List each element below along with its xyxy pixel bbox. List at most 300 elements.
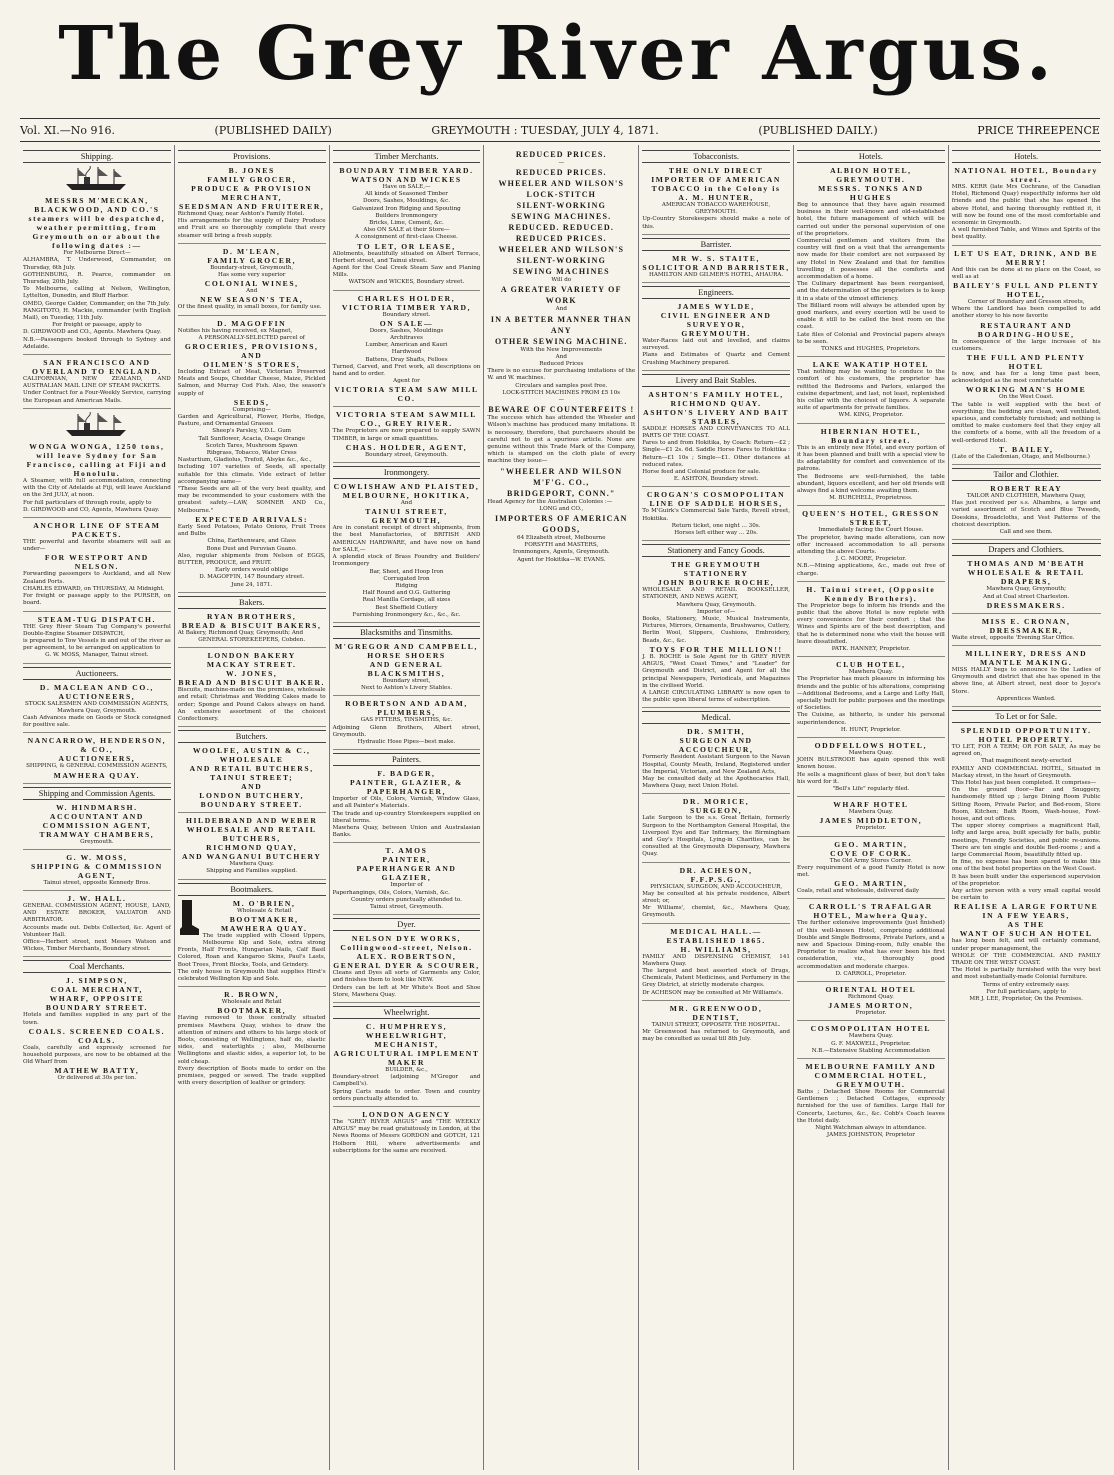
ad-line: May be consulted at his private residence, Albert street; or, xyxy=(642,890,790,904)
ad-line: E. ASHTON, Boundary street. xyxy=(673,476,759,483)
ad-heading: WATSON AND WICKES xyxy=(351,175,462,184)
advertisement xyxy=(23,166,171,355)
ad-line: Best Sheffield Cutlery xyxy=(375,604,438,611)
ad-heading: TAINUI STREET; xyxy=(210,773,294,783)
ad-line: Ridging xyxy=(395,582,418,589)
ad-line: BUILDER, &c., xyxy=(385,1066,428,1073)
advertisement xyxy=(333,934,481,1003)
advertisement xyxy=(952,559,1101,613)
ad-heading: AGRICULTURAL IMPLEMENT MAKER xyxy=(333,1048,480,1067)
ad-line: Mawhera Quay, Greymouth; xyxy=(986,586,1067,593)
advertisement xyxy=(797,585,945,657)
ad-heading: REALISE A LARGE FORTUNE xyxy=(954,902,1099,912)
ad-heading: COLONIAL WINES, xyxy=(204,279,299,289)
ad-line: Accounts made out. Debts Collected, &c. Agent of Volunteer Hall. xyxy=(23,924,171,938)
ad-line: Mawhera Quay. xyxy=(848,809,894,816)
ad-heading: CIVIL ENGINEER AND SURVEYOR, xyxy=(660,311,772,330)
ad-heading: IN A BETTER MANNER THAN ANY xyxy=(490,314,632,335)
ad-heading: CLUB HOTEL, xyxy=(836,660,906,670)
ad-line: In consequence of the large increase of his customers. xyxy=(951,338,1101,352)
ad-line: MR J. LEE, Proprietor, On the Premises. xyxy=(969,996,1083,1003)
advertisement xyxy=(23,358,171,409)
ad-line: The Culinary department has been reorganised, and the determination of the proprietors is to keep it in a state of the utmost efficiency. xyxy=(796,281,945,302)
ad-heading: SILENT-WORKING xyxy=(516,201,606,211)
ad-heading: LAKE WAKATIP HOTEL xyxy=(812,360,930,370)
ad-heading: PAINTER, GLAZIER, & PAPERHANGER, xyxy=(350,778,463,797)
section-heading: Painters. xyxy=(333,753,481,766)
ad-heading: BRIDGEPORT, CONN." xyxy=(507,488,616,498)
ad-line: The success which has attended the Wheeler and Wilson's machine has produced many imitations. It is necessary, therefore, that purchasers should be careful not to get a spurious article. None are genuine without this Trade Mark of the Company, which is stamped on the cloth plate of every machine they issue— xyxy=(487,415,636,465)
ad-heading: BOOTMAKER, xyxy=(217,1006,287,1016)
ad-heading: GEO. MARTIN, xyxy=(834,879,908,889)
ad-heading: BREAD & BISCUIT BAKERS, xyxy=(181,620,322,630)
ad-heading: LET US EAT, DRINK, AND BE MERRY! xyxy=(954,248,1099,267)
advertisement xyxy=(642,302,790,371)
column-7 xyxy=(949,145,1104,1470)
ad-line: Next to Ashton's Livery Stables. xyxy=(360,685,452,692)
ad-line: The Old Army Stores Corner. xyxy=(829,857,913,864)
ad-line: Will do xyxy=(551,277,572,284)
ad-heading: HORSE SHOERS xyxy=(367,650,446,660)
advertisement xyxy=(642,797,790,862)
ad-line: D. CARROLL, Proprietor. xyxy=(835,970,907,977)
advertisement xyxy=(178,816,326,879)
ad-heading: T. BAILEY, xyxy=(998,444,1054,454)
ad-line: TAILOR AND CLOTHIER, Mawhera Quay, xyxy=(966,493,1086,500)
advertisement xyxy=(178,899,326,988)
published-daily-left: (PUBLISHED DAILY) xyxy=(214,123,332,137)
section-heading: Tailor and Clothier. xyxy=(952,468,1101,481)
ad-heading: "WHEELER AND WILSON M'F'G. CO., xyxy=(500,466,623,487)
column-5 xyxy=(639,145,794,1470)
ad-line: Plans and Estimates of Quartz and Cement Crushing Machinery prepared. xyxy=(642,352,790,366)
ad-line: Are in constant receipt of direct shipments, from the best Manufactories, of BRITISH AND AMERICAN HARDWARE, and have now on hand for SALE,— xyxy=(332,525,481,553)
ad-heading: AND RETAIL BUTCHERS, xyxy=(189,764,314,774)
ad-line: CHARLES EDWARD, on THURSDAY, At Midnight. xyxy=(23,585,165,592)
ad-line: Cleans and Dyes all sorts of Garments any Color, and finishes them to look like NEW. xyxy=(332,970,481,984)
advertisement xyxy=(642,727,790,794)
ad-line: G. F. MAXWELL, Proprietor. xyxy=(831,1040,911,1047)
ad-line: The largest and best assorted stock of Drugs, Chemicals, Patent Medicines, and Perfumery in the Grey District, at strictly moderate charges. xyxy=(642,967,790,989)
ad-heading: C. HUMPHREYS, xyxy=(365,1021,448,1031)
section-heading: Stationery and Fancy Goods. xyxy=(642,544,790,557)
ad-heading: FAMILY GROCER, xyxy=(207,255,297,265)
ad-line: Boundary-street, Greymouth, xyxy=(210,264,294,271)
ad-line: Where the Landlord has been compelled to add another storey to his now favorite xyxy=(951,306,1101,320)
ad-heading: R. BROWN, xyxy=(224,990,280,1000)
ad-line: The Proprietor begs to inform his friends and the public that the above Hotel is now replete with every convenience for their comfort ; that the Wines and Spirits are of the best description, and that he is determined none who visit the house will leave dissatisfied. xyxy=(796,602,945,645)
advertisement xyxy=(487,149,635,567)
ad-heading: AND WANGANUI BUTCHERY xyxy=(181,852,322,862)
dateline: GREYMOUTH : TUESDAY, JULY 4, 1871. xyxy=(431,123,659,137)
ad-line: Spring Carts made to order. Town and country orders punctually attended to. xyxy=(332,1088,481,1102)
newspaper-title: The Grey River Argus. xyxy=(58,11,1056,97)
ad-heading: J. SIMPSON, xyxy=(66,976,128,986)
ad-heading: PAPERHANGER AND GLAZIER, xyxy=(356,864,457,883)
ad-heading: W. JONES, xyxy=(225,669,278,679)
ad-heading: GEO. MARTIN, xyxy=(834,839,908,849)
published-daily-right: (PUBLISHED DAILY.) xyxy=(758,123,878,137)
ad-line: "These Seeds are all of the very best quality, and may be recommended to your customers with the greatest safety.—LAW, SOMNER AND Co., Melbourne." xyxy=(177,486,326,514)
ad-heading: BOOTMAKER, xyxy=(229,914,299,924)
ad-heading: J. W. HALL. xyxy=(67,893,127,903)
ad-line: The trade supplied with Closed Uppers, Melbourne Kip and Sole, extra strong Fronts, Half Fronts, Hungarian Nails, Calf Basil Colored, Roan and Kangaroo Skins, Paul's Lasts, Boot Trees, Front Blocks, Tools, and Grindery. xyxy=(177,932,326,968)
ad-line: LONG and CO., xyxy=(539,505,584,512)
ad-heading: AS THE xyxy=(1007,920,1045,930)
ad-line: Tall Sunflower, Acacia, Osage Orange xyxy=(198,435,306,442)
advertisement xyxy=(178,746,326,813)
ad-heading: T. AMOS xyxy=(385,846,428,856)
ad-heading: WHOLESALE AND RETAIL BUTCHERS, xyxy=(186,825,317,844)
section-heading: Hotels. xyxy=(952,150,1101,163)
advertisement xyxy=(797,741,945,797)
ad-line: The further extensive improvements (just finished) of this well-known Hotel, comprising additional Double and Single Bedrooms, Private Parlors, and a new and Spacious Dining-room, fully enable the Proprietor to realize what has ever been his first consideration, viz., thoroughly good accommodation and moderate charges. xyxy=(796,920,945,970)
ad-heading: SURGEON, xyxy=(689,806,743,816)
ad-heading: WHOLESALE xyxy=(219,755,284,765)
ad-line: Mawhera Quay. xyxy=(848,1033,894,1040)
ad-heading: REDUCED PRICES. xyxy=(515,168,607,178)
ad-heading: WHARF, OPPOSITE BOUNDARY STREET. xyxy=(45,994,148,1013)
ad-heading: LONDON BUTCHERY, xyxy=(199,791,305,801)
ad-line: For freight or passage apply to the PURSER, on board. xyxy=(23,593,171,607)
ad-line: N.B.—Passengers booked through to Sydney and Adelaide. xyxy=(23,336,171,350)
ad-line: (Late of the Caledonian, Otago, and Melbourne.) xyxy=(951,453,1090,460)
ad-line: Also ON SALE at their Store— xyxy=(363,227,450,234)
ad-heading: COAL MERCHANT, xyxy=(50,985,144,995)
ad-line: SHIPPING, & GENERAL COMMISSION AGENTS, xyxy=(26,763,168,770)
ad-heading: GREYMOUTH. xyxy=(681,329,751,339)
boot-icon xyxy=(178,899,200,940)
ad-line: "Bell's Life" regularly filed. xyxy=(832,786,910,792)
ad-heading: NANCARROW, HENDERSON, & CO., xyxy=(27,736,167,755)
ad-heading: M. O'BRIEN, xyxy=(232,898,296,908)
section-heading: Timber Merchants. xyxy=(333,150,481,163)
ad-line: The Cuisine, as hitherto, is under his personal superintendence. xyxy=(796,712,945,726)
ad-line: Hardwood xyxy=(391,349,422,356)
ad-heading: HIBERNIAN HOTEL, Boundary street. xyxy=(820,426,922,445)
ad-line: And this can be done at no place on the Coast, so well as at xyxy=(951,266,1101,280)
advertisement xyxy=(797,166,945,357)
ad-heading: ACCOUNTANT AND COMMISSION AGENT, xyxy=(42,811,152,830)
section-heading: Dyer. xyxy=(333,918,481,931)
ad-heading: BOUNDARY TIMBER YARD. xyxy=(339,166,474,175)
ad-line: Bar, Sheet, and Hoop Iron xyxy=(369,568,444,575)
ad-heading: LONDON AGENCY xyxy=(362,1110,451,1119)
ad-heading: ANCHOR LINE OF STEAM PACKETS. xyxy=(33,521,161,540)
ad-heading: NATIONAL HOTEL, Boundary street. xyxy=(954,166,1098,184)
advertisement xyxy=(178,612,326,648)
ad-line: D. MAGOFFIN, 147 Boundary street. xyxy=(199,574,305,581)
ad-line: The trade and up-country Storekeepers supplied on liberal terms. xyxy=(332,810,481,824)
ad-heading: ORIENTAL HOTEL xyxy=(825,985,917,995)
ad-line: SADDLE HORSES AND CONVEYANCES TO ALL PARTS OF THE COAST. xyxy=(642,425,790,440)
column-3 xyxy=(330,145,485,1470)
ad-line: Mawhera Quay, Greymouth. xyxy=(57,707,137,714)
ad-heading: WOOLFE, AUSTIN & C., xyxy=(192,746,311,756)
advertisement xyxy=(333,846,481,915)
ad-line: Office—Herbert street, next Messrs Watson and Wickes, Timber Merchants, Boundary street. xyxy=(23,938,171,953)
ad-heading: WHEELER AND WILSON'S xyxy=(498,179,625,189)
ad-line: Wholesale & Retail xyxy=(237,907,292,914)
ad-line: MRS. KERR (late Mrs Cochrane, of the Canadian Hotel, Richmond Quay) respectfully informs her old friends and the public that she has opened the above Hotel, and having thoroughly refitted it, it will now be found one of the most comfortable and economic in Greymouth. xyxy=(951,184,1101,227)
ad-heading: BREAD AND BISCUIT BAKER. xyxy=(178,678,326,688)
ad-heading: M'GREGOR AND CAMPBELL, xyxy=(334,641,478,651)
ad-line: On the ground floor—Bar and Snuggery, handsomely fitted up ; large Dining Room Public Sitting Room, Private Parlor, and Bed-room, Store Room, Kitchen; Bath Room, Wash-house, Fowl-house, and out offices. xyxy=(951,787,1101,822)
advertisement xyxy=(797,840,945,900)
ad-line: June 24, 1871. xyxy=(231,581,273,588)
ad-heading: COVE OF CORK. xyxy=(830,848,912,858)
ad-heading: DR. MORICE, xyxy=(682,797,750,807)
ad-heading: A GREATER VARIETY OF WORK xyxy=(500,285,622,306)
ad-line: Has just received per s.s. Alhambra, a large and varied assortment of Scotch and Blue Tweeds, Doeskins, Broadcloths, and Vest Patterns of the choicest description. xyxy=(951,500,1101,528)
advertisement xyxy=(952,249,1101,465)
ad-line: Terms of entry extremely easy. xyxy=(982,981,1070,988)
ad-line: Mawhera Quay, between Union and Australasian Banks. xyxy=(332,824,481,839)
ad-line: Boundary-street (adjoining M'Gregor and Campbell's). xyxy=(332,1074,481,1088)
advertisement xyxy=(642,390,790,488)
ad-heading: TRAMWAY CHAMBERS, xyxy=(39,829,155,839)
ad-line: AMERICAN TOBACCO WAREHOUSE, GREYMOUTH. xyxy=(661,202,771,216)
ad-heading: ALBION HOTEL, xyxy=(830,166,912,175)
ad-heading: MESSRS. TONKS AND HUGHES xyxy=(818,184,924,202)
ad-line: Mawhera Quay. xyxy=(848,669,894,676)
ad-heading: MILLINERY, DRESS AND MANTLE MAKING. xyxy=(965,648,1088,667)
ad-line: He sells a magnificent glass of beer, but don't take his word for it. xyxy=(796,771,945,785)
ad-heading: MAWHERA QUAY. xyxy=(220,923,308,933)
ad-line: Apprentices Wanted. xyxy=(996,695,1056,702)
ad-line: Adjoining Glenn Brothers, Albert street, Greymouth. xyxy=(332,724,481,738)
advertisement xyxy=(23,412,171,518)
ad-heading: WONGA WONGA, 1250 tons, will leave Sydney for San Francisco, calling at Fiji and Honolulu. xyxy=(26,442,168,479)
ad-line: Biscuits, machine-made on the premises, wholesale and retail; Christmas and Wedding Cakes made to order; Sponge and Pound Cakes always on hand. An extensive assortment of the choicest Confectionery. xyxy=(177,687,326,722)
ad-heading: F.F.P.S.G., xyxy=(690,874,742,884)
ad-line: Head Agency for the Australian Colonies :— xyxy=(487,498,613,505)
ad-line: Night Watchman always in attendance. xyxy=(815,1125,927,1132)
section-heading: Provisions. xyxy=(178,150,326,163)
section-heading: Hotels. xyxy=(797,150,945,163)
ad-line: THE Grey River Steam Tug Company's powerful Double-Engine Steamer DISPATCH, xyxy=(23,623,171,637)
ad-heading: FOR WESTPORT AND NELSON. xyxy=(44,553,149,572)
ad-line: Or delivered at 30s per ton. xyxy=(57,1075,137,1082)
ad-line: Agent for xyxy=(393,378,420,385)
ad-line: Agent for the Coal Creek Steam Saw and Planing Mills. xyxy=(332,265,481,279)
ad-heading: THE FULL AND PLENTY HOTEL xyxy=(966,353,1086,372)
ad-line: This is an entirely new Hotel, and every portion of it has been planned and built with a special view to its adaptability for comfort and convenience of its patrons. xyxy=(796,444,945,473)
ad-heading: WHEELER AND WILSON'S xyxy=(498,245,625,255)
ad-line: Tainui street, opposite Kennedy Bros. xyxy=(43,879,151,886)
ad-line: Hotels and families supplied in any part of the town. xyxy=(23,1012,171,1026)
ad-line: All kinds of Seasoned Timber xyxy=(364,191,448,198)
ad-heading: ASHTON'S FAMILY HOTEL, RICHMOND QUAY. xyxy=(648,389,784,408)
ad-line: is prepared to Tow Vessels in and out of the river as per agreement, to be arranged on application to xyxy=(23,637,171,652)
ad-line: It has been built under the experienced supervision of the proprietor. xyxy=(951,873,1101,887)
ad-line: Agent for Hokitika—W. EVANS. xyxy=(516,556,606,563)
ad-heading: MELBOURNE FAMILY AND COMMERCIAL HOTEL, GREYMOUTH. xyxy=(805,1062,937,1090)
ad-line: A LARGE CIRCULATING LIBRARY is now open to the public upon liberal terms of subscription. xyxy=(642,689,790,704)
ad-line: Late files of Colonial and Provincial papers always to be seen. xyxy=(796,331,945,345)
ad-line: And xyxy=(400,500,413,507)
ad-line: The table is well supplied with the best of everything; the bedding are clean, well ventilated, spacious, and comfortably furnished; and nothing is omitted to make customers feel that they enjoy all the comforts of a home, with all the freedom of a well-ordered Hotel. xyxy=(951,401,1101,444)
ad-line: Any active person with a very small capital would be certain to xyxy=(951,887,1101,902)
ad-line: Every requirement of a good Family Hotel is now met. xyxy=(796,864,945,879)
issue-info-line xyxy=(20,118,1100,142)
ad-line: GENERAL STOREKEEPERS, Cobden. xyxy=(198,636,306,643)
ad-line: ALHAMBRA, T. Underwood, Commander, on Thursday, 6th July. xyxy=(23,257,171,271)
ad-line: Paperhangings, Oils, Colors, Varnish, &c. xyxy=(332,889,450,896)
ad-heading: WHOLESALE & RETAIL DRAPERS, xyxy=(967,568,1085,587)
ad-heading: ROBERT REAY xyxy=(990,484,1063,494)
advertisement xyxy=(333,482,481,623)
ad-line: A consignment of first-class Cheese. xyxy=(355,234,458,241)
ad-heading: JAMES WYLDE, xyxy=(677,302,755,312)
ad-line: 64 Elizabeth street, Melbourne xyxy=(517,535,606,542)
ad-heading: EXPECTED ARRIVALS: xyxy=(195,514,309,524)
ad-line: Real Manilla Cordage, all sizes xyxy=(362,597,451,604)
ad-heading: SEEDS, xyxy=(233,397,270,407)
advertisement xyxy=(952,484,1101,540)
advertisement xyxy=(797,902,945,982)
ad-line: Greymouth. xyxy=(80,838,114,845)
advertisement xyxy=(23,736,171,783)
ad-line: Circulars and samples post free. xyxy=(515,382,608,389)
ad-line: HAMILTON AND GILMER'S HOTEL, AHAURA. xyxy=(649,271,784,278)
advertisement xyxy=(178,247,326,316)
ad-line: That magnificent newly-erected xyxy=(981,758,1072,765)
ad-line: FAMILY AND DISPENSING CHEMIST, 141 Mawhera Quay. xyxy=(642,953,790,967)
advertisement xyxy=(23,853,171,891)
ad-heading: RICHMOND QUAY, xyxy=(206,843,298,853)
ad-line: Country orders punctually attended to. xyxy=(351,896,462,903)
ad-heading: COALS. SCREENED COALS. COALS. xyxy=(28,1026,166,1045)
ad-line: Also, regular shipments from Nelson of EGGS, BUTTER, PRODUCE, and FRUIT. xyxy=(177,552,326,566)
advertisement xyxy=(333,294,481,408)
ad-heading: AND xyxy=(241,782,263,792)
ad-heading: RESTAURANT AND BOARDING-HOUSE, xyxy=(977,320,1075,339)
ad-heading: SAN FRANCISCO AND OVERLAND TO ENGLAND. xyxy=(31,358,162,377)
section-heading: Tobacconists. xyxy=(642,150,790,163)
advertisement xyxy=(642,254,790,283)
ad-heading: GROCERIES, PROVISIONS, AND xyxy=(184,342,319,361)
ad-line: In fine, no expense has been spared to make this one of the best hotel properties on the West Coast. xyxy=(951,859,1101,873)
ad-line: For full particulars, apply to xyxy=(986,988,1067,995)
advertisement xyxy=(642,490,790,541)
ad-line: Beg to announce that they have again resumed business in their well-known and old-established hotel, the future management of which will be carried out under the personal supervision of one of the proprietors. xyxy=(796,202,945,237)
section-heading: Wheelwright. xyxy=(333,1006,481,1019)
ad-heading: PAINTER, xyxy=(382,855,431,865)
ad-line: The Proprietors are now prepared to supply SAWN TIMBER, in large or small quantities. xyxy=(332,428,481,442)
ad-heading: CHAS. HOLDER, AGENT, xyxy=(345,442,468,452)
ad-heading: TAINUI STREET, GREYMOUTH, xyxy=(365,507,448,526)
ad-line: To M'Guirk's Commercial Sale Yards, Revell street, Hokitika. xyxy=(642,508,790,522)
advertisement xyxy=(178,319,326,593)
ad-line: Importer of Oils, Colors, Varnish, Window Glass, and all Painter's Materials. xyxy=(332,796,481,810)
advertisement xyxy=(797,1062,945,1142)
ad-line: Turned, Carved, and Fret work, all descriptions on hand and to order. xyxy=(332,363,481,378)
ad-line: Boundary street, Greymouth. xyxy=(365,451,448,458)
ad-heading: WANT OF SUCH AN HOTEL xyxy=(959,929,1093,939)
ad-line: Notifies his having received, ex Magnet, xyxy=(177,327,293,334)
ad-line: Bricks, Lime, Cement, &c. xyxy=(369,220,444,227)
ad-line: Ribgrass, Tobacco, Water Cress xyxy=(206,450,297,457)
ad-line: For Melbourne Direct— xyxy=(63,250,131,257)
ad-heading: MAWHERA QUAY. xyxy=(53,770,141,780)
ad-line: OMEO, George Calder, Commander, on the 7th July. xyxy=(23,300,171,307)
ad-heading: CROGAN'S COSMOPOLITAN LINE OF SADDLE HORSES, xyxy=(646,490,786,509)
ad-line: Coals, carefully and expressly screened for household purposes, are now to be obtained at the Old Wharf from xyxy=(23,1044,171,1066)
ad-heading: SEWING MACHINES. xyxy=(511,212,612,222)
ad-line: And xyxy=(555,353,567,360)
ad-line: THE powerful and favorite steamers will sail as under— xyxy=(23,539,171,553)
ad-heading: A. M. HUNTER, xyxy=(678,193,754,202)
ad-line: A Steamer, with full accommodation, connecting with the City of Adelaide at Fiji, will leave Auckland on the 3rd JULY, at noon. xyxy=(23,478,171,499)
ad-line: PATK. HANNEY, Proprietor. xyxy=(831,645,911,652)
ad-line: J. B. ROCHE is Sole Agent for th GREY RIVER ARGUS, "West Coast Times," and "Leader" for Greymouth and District, and Agent for all the principal Newspapers, Periodicals, and Magazines in the civilised World. xyxy=(642,653,790,689)
ad-heading: OILMEN'S STORES, xyxy=(203,360,301,370)
ad-line: Mawhera Quay. xyxy=(229,861,274,868)
ad-line: Waite street, opposite 'Evening Star Office. xyxy=(951,634,1075,641)
ad-line: Nasturtium, Gladiolus, Trefoil, Alsyke &c., &c., xyxy=(177,457,312,464)
ad-line: Has some very superior xyxy=(217,272,286,279)
ad-line: JOHN BULSTRODE has again opened this well known house. xyxy=(796,757,945,771)
ad-line: His arrangements for the supply of Dairy Produce and Fruit are so thoroughly complete that every steamer will bring a fresh supply. xyxy=(177,218,326,239)
ad-line: Including Extract of Meat, Victorian Preserved Meats and Soups, Cheddar Cheese, Maize, Pickled Salmon, and Murray Cod Fish. Also, the season's supply of xyxy=(177,369,326,397)
advertisement xyxy=(178,166,326,244)
ad-heading: WHEELWRIGHT, MECHANIST, xyxy=(365,1030,448,1049)
ad-line: MISS HALLY begs to announce to the Ladies of Greymouth and district that she has opened in the above line, at Albert street, next door to Joyce's Store. xyxy=(951,666,1101,695)
ad-line: Call and see them. xyxy=(999,529,1053,536)
ad-line: To Melbourne, calling at Nelson, Wellington, Lyttelton, Dunedin, and Bluff Harbor. xyxy=(23,286,171,300)
advertisement xyxy=(642,560,790,708)
section-heading: Butchers. xyxy=(178,730,326,743)
advertisement xyxy=(23,976,171,1085)
advertisement xyxy=(797,427,945,507)
ad-line: Return ticket, one night ... 30s. xyxy=(671,522,761,529)
ad-line: Including 107 varieties of Seeds, all specially suitable for this climate. Vide extract of letter accompanying same— xyxy=(177,464,326,485)
ad-line: Dr ACHESON may be consulted at Mr Williams's. xyxy=(642,989,784,996)
advertisement xyxy=(23,683,171,734)
ad-line: A well furnished Table, and Wines and Spirits of the best quality. xyxy=(951,227,1101,241)
ad-line: China, Earthenware, and Glass xyxy=(207,538,296,545)
ad-line: Is now, and has for a long time past been, acknowledged as the most comfortable xyxy=(951,371,1101,385)
ad-line: Galvanized Iron Ridging and Spouting xyxy=(352,205,461,212)
ad-line: Mr Williams', chemist, &c., Mawhera Quay, Greymouth. xyxy=(642,905,790,919)
ad-line: The Billiard room will always be attended upon by good markers, and every exertion will be used to enable it still to be called the best room on the coast. xyxy=(796,302,945,331)
ad-line: Doors, Sashes, Mouldings xyxy=(369,327,444,334)
ad-line: Furnishing Ironmongery &c., &c., &c. xyxy=(352,611,461,618)
ad-heading: ALEX. ROBERTSON, xyxy=(356,952,457,962)
ad-heading: JAMES MORTON, xyxy=(828,1001,914,1011)
ad-line: Importer of xyxy=(390,882,423,889)
ad-line: Mawhera Quay. xyxy=(848,749,894,756)
ad-line: Reduced Prices xyxy=(539,361,584,368)
ad-line: Battens, Dray Shafts, Felloes xyxy=(365,356,448,363)
ad-line: And xyxy=(246,288,258,295)
ad-line: Shipping and Families supplied. xyxy=(206,868,298,875)
ad-heading: B. JONES xyxy=(228,166,275,175)
advertisement xyxy=(797,509,945,581)
ad-line: Early Seed Potatoes, Potato Onions, Fruit Trees and Bulbs xyxy=(177,523,326,538)
section-heading: Shipping and Commission Agents. xyxy=(23,787,171,800)
advertisement xyxy=(642,1004,790,1047)
ad-heading: SEEDSMAN AND FRUITERER, xyxy=(178,202,325,211)
ad-line: And at Coal street Charleston. xyxy=(983,593,1070,600)
ad-line: Boundary street. xyxy=(382,311,431,318)
ad-heading: RYAN BROTHERS, xyxy=(207,611,297,621)
advertisement xyxy=(642,866,790,924)
ad-line: Richmond Quay, near Ashton's Family Hotel. xyxy=(177,211,305,217)
ad-heading: DRESSMAKER, xyxy=(989,625,1063,635)
ad-heading: MR W. S. STAITE, xyxy=(672,253,761,263)
